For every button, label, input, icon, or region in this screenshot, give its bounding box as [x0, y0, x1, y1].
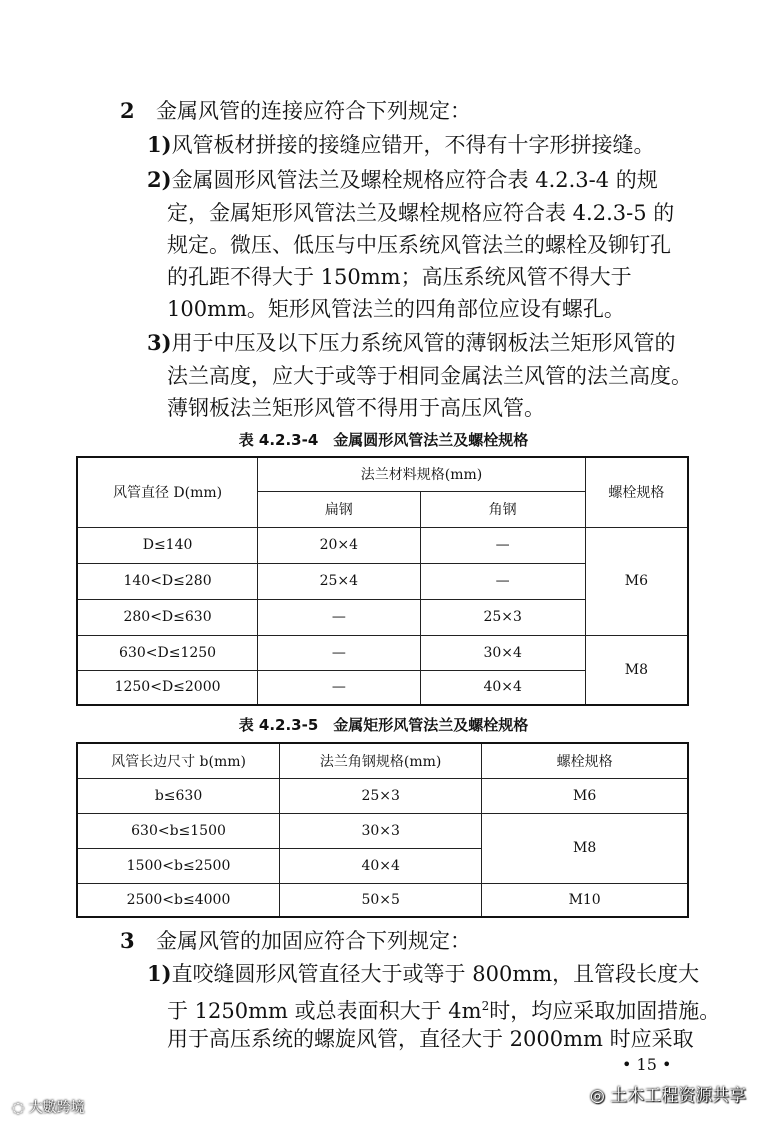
- section-3-heading: 3 金属风管的加固应符合下列规定：: [120, 928, 471, 953]
- section-3-item-1-line-2: 于 1250mm 或总表面积大于 $4m^2$时，均应采取加固措施。: [167, 999, 721, 1023]
- table-cell-flat: —: [258, 670, 420, 705]
- section-2-item-2-line-3: 规定。微压、低压与中压系统风管法兰的螺栓及铆钉孔: [167, 233, 671, 257]
- table-cell-flat: 25×4: [258, 563, 420, 599]
- table-cell-flat: —: [258, 635, 420, 670]
- table-cell-range: 140<D≤280: [77, 563, 258, 599]
- table-cell-angle: —: [420, 563, 585, 599]
- section-2-item-3-line-3: 薄钢板法兰矩形风管不得用于高压风管。: [167, 396, 545, 420]
- section-3-item-1-line-1: 1)直咬缝圆形风管直径大于或等于 800mm，且管段长度大: [147, 961, 700, 986]
- table-round-flange: [76, 456, 689, 706]
- logo-icon: ◌: [12, 1100, 25, 1116]
- table-cell-angle: 40×4: [420, 670, 585, 705]
- table-cell-angle: 30×3: [280, 813, 482, 848]
- table-cell-angle: 50×5: [280, 883, 482, 917]
- section-2-item-2-line-5: 100mm。矩形风管法兰的四角部位应设有螺孔。: [167, 297, 625, 321]
- table-cell-bolt: M10: [482, 883, 688, 917]
- header-flat-steel: 扁钢: [258, 491, 420, 527]
- section-2-item-2-line-1: 2)金属圆形风管法兰及螺栓规格应符合表 4.2.3-4 的规: [147, 167, 658, 192]
- section-2-heading: 2 金属风管的连接应符合下列规定：: [120, 98, 471, 123]
- section-2-item-3-line-1: 3)用于中压及以下压力系统风管的薄钢板法兰矩形风管的: [147, 330, 676, 355]
- table-cell-range: b≤630: [77, 778, 280, 813]
- table-cell-angle: 40×4: [280, 848, 482, 883]
- table-cell-range: 630<D≤1250: [77, 635, 258, 670]
- header-bolt: 螺栓规格: [585, 457, 688, 527]
- table-cell-range: 1500<b≤2500: [77, 848, 280, 883]
- section-2-item-2-line-4: 的孔距不得大于 150mm；高压系统风管不得大于: [167, 265, 632, 289]
- table-cell-range: 280<D≤630: [77, 599, 258, 635]
- table-cell-bolt: M6: [482, 778, 688, 813]
- table-cell-bolt: M6: [585, 527, 688, 635]
- section-3-item-1-line-3: 用于高压系统的螺旋风管，直径大于 2000mm 时应采取: [167, 1027, 694, 1051]
- table-cell-angle: —: [420, 527, 585, 563]
- header-angle-steel: 角钢: [420, 491, 585, 527]
- table-cell-bolt: M8: [585, 635, 688, 705]
- header-side-length: 风管长边尺寸 b(mm): [77, 743, 280, 778]
- table-cell-range: 630<b≤1500: [77, 813, 280, 848]
- table-cell-range: D≤140: [77, 527, 258, 563]
- table-cell-flat: 20×4: [258, 527, 420, 563]
- watermark-right: ◎ 土木工程资源共享: [590, 1086, 747, 1106]
- section-2-item-3-line-2: 法兰高度，应大于或等于相同金属法兰风管的法兰高度。: [167, 364, 692, 388]
- table-cell-range: 2500<b≤4000: [77, 883, 280, 917]
- section-2-item-2-line-2: 定，金属矩形风管法兰及螺栓规格应符合表 4.2.3-5 的: [167, 201, 675, 225]
- table-rect-flange: [76, 742, 689, 918]
- table-1-caption: 表 4.2.3-4 金属圆形风管法兰及螺栓规格: [238, 431, 529, 449]
- table-cell-angle: 25×3: [420, 599, 585, 635]
- wechat-icon: ◎: [590, 1086, 605, 1106]
- table-cell-flat: —: [258, 599, 420, 635]
- header-flange-material: 法兰材料规格(mm): [258, 457, 586, 491]
- page-number: • 15 •: [622, 1055, 672, 1074]
- watermark-left: ◌ 大數跨境: [12, 1100, 85, 1116]
- section-2-item-1: 1)风管板材拼接的接缝应错开，不得有十字形拼接缝。: [147, 132, 655, 157]
- header-diameter: 风管直径 D(mm): [77, 457, 258, 527]
- header-bolt: 螺栓规格: [482, 743, 688, 778]
- table-2-caption: 表 4.2.3-5 金属矩形风管法兰及螺栓规格: [238, 716, 529, 734]
- table-cell-bolt: M8: [482, 813, 688, 883]
- header-angle-steel: 法兰角钢规格(mm): [280, 743, 482, 778]
- table-cell-angle: 25×3: [280, 778, 482, 813]
- table-cell-angle: 30×4: [420, 635, 585, 670]
- table-cell-range: 1250<D≤2000: [77, 670, 258, 705]
